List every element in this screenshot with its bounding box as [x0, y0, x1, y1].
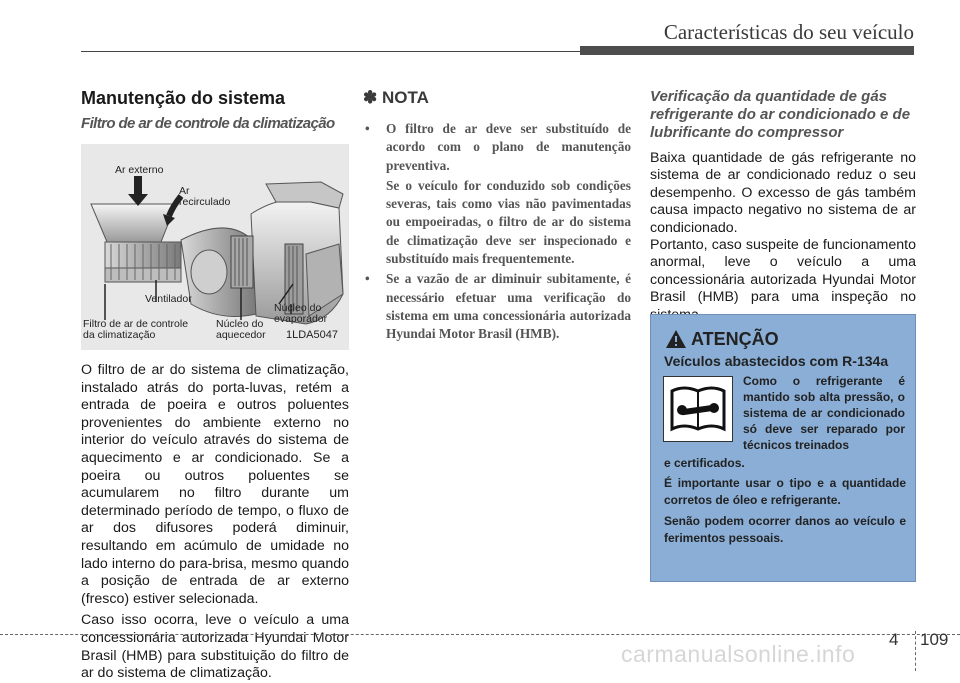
warning-triangle-icon — [665, 329, 687, 349]
warning-text: Senão podem ocorrer danos ao veículo e ferimentos pessoais. — [664, 514, 906, 545]
figure-code: 1LDA5047 — [286, 329, 338, 341]
hvac-diagram-figure — [81, 144, 349, 350]
label-nucleo-evaporador-2: evaporador — [274, 313, 328, 325]
label-filtro-1: Filtro de ar de controle — [83, 318, 189, 330]
running-header: Características do seu veículo — [663, 20, 914, 44]
list-item — [363, 270, 631, 343]
nota-list — [363, 120, 631, 344]
warning-text: É importante usar o tipo e a quantidade corretos de óleo e refrigerante. — [664, 476, 906, 507]
warning-box — [650, 314, 916, 582]
nota-paragraph: Se a vazão de ar diminuir subitamente, é necessário efetuar uma verificação do sistema em uma concessionária autorizada Hyundai Motor Brasil (HMB). — [386, 271, 631, 342]
label-ventilador: Ventilador — [145, 293, 192, 305]
section-subtitle: Filtro de ar de controle da climatização — [81, 115, 335, 132]
warning-text: e certificados. — [664, 456, 745, 470]
column-1 — [81, 88, 349, 683]
warning-text: Como o refrigerante é mantido sob alta pressão, o sistema de ar condicionado só deve ser reparado por técnicos treinados — [743, 374, 905, 452]
label-ar-externo: Ar externo — [115, 164, 164, 176]
label-ar-recirculado-2: recirculado — [179, 196, 231, 208]
column-2 — [363, 88, 631, 344]
body-paragraph: Portanto, caso suspeite de funcionamento anormal, leve o veículo a uma concessionária autorizada Hyundai Motor Brasil (HMB) para uma inspeção no — [650, 237, 916, 306]
chapter-number: 4 — [889, 630, 899, 649]
bullet-marker: • — [365, 121, 370, 136]
body-paragraph: Baixa quantidade de gás refrigerante no sistema de ar condicionado reduz o seu desempenho. O excesso de gás também causa impacto negativo no sistema de ar condicionado. — [650, 150, 916, 236]
header-bar — [580, 46, 914, 55]
label-filtro-2: da climatização — [83, 329, 156, 341]
footer-rule — [0, 634, 960, 635]
label-nucleo-aquecedor-2: aquecedor — [216, 329, 266, 341]
section-title: Manutenção do sistema — [81, 88, 286, 108]
nota-paragraph: O filtro de ar deve ser substituído de acordo com o plano de manutenção preventiva. — [386, 121, 631, 173]
column-3 — [650, 88, 916, 324]
nota-title: ✽ NOTA — [363, 88, 429, 107]
label-ar-recirculado-1: Ar — [179, 185, 190, 197]
bullet-marker: • — [365, 271, 370, 287]
footer-divider — [915, 631, 916, 671]
warning-subtitle: Veículos abastecidos com R-134a — [664, 353, 889, 369]
body-paragraph: Caso isso ocorra, leve o veículo a uma concessionária autorizada Hyundai Motor Brasil (HMB) para substituição do filtro de ar do sistema de climatização. — [81, 612, 349, 682]
list-item — [363, 120, 631, 268]
watermark: carmanualsonline.info — [621, 641, 856, 667]
nota-paragraph: Se o veículo for conduzido sob condições severas, tais como vias não pavimentadas ou empoeiradas, o filtro de ar do sistema de climatização deve ser inspecionado e substituído mais frequentemente. — [386, 177, 631, 267]
label-nucleo-aquecedor-1: Núcleo do — [216, 318, 264, 330]
page-number: 109 — [920, 630, 949, 649]
header-rule — [81, 51, 581, 52]
service-manual-icon — [663, 376, 733, 442]
verification-title: Verificação da quantidade de gás refrigerante do ar condicionado e de lubrificante do compressor — [650, 88, 911, 141]
warning-title: ATENÇÃO — [691, 329, 779, 349]
body-paragraph: O filtro de ar do sistema de climatização, instalado atrás do porta-luvas, retém a entrada de poeira e outros poluentes provenientes do ambiente externo no interior do veículo através do sistema de aquecimento e ar condicionado. Se a poeira ou outros poluentes se acumularem no filtro durante um determinado período de tempo, o fluxo de ar dos difusores poderá diminuir, resultando em acúmulo de umidade no lado interno do para-brisa, mesmo quando a posição de entrada de ar externo (fresco) estiver selecionada. — [81, 362, 349, 607]
label-nucleo-evaporador-1: Núcleo do — [274, 302, 322, 314]
